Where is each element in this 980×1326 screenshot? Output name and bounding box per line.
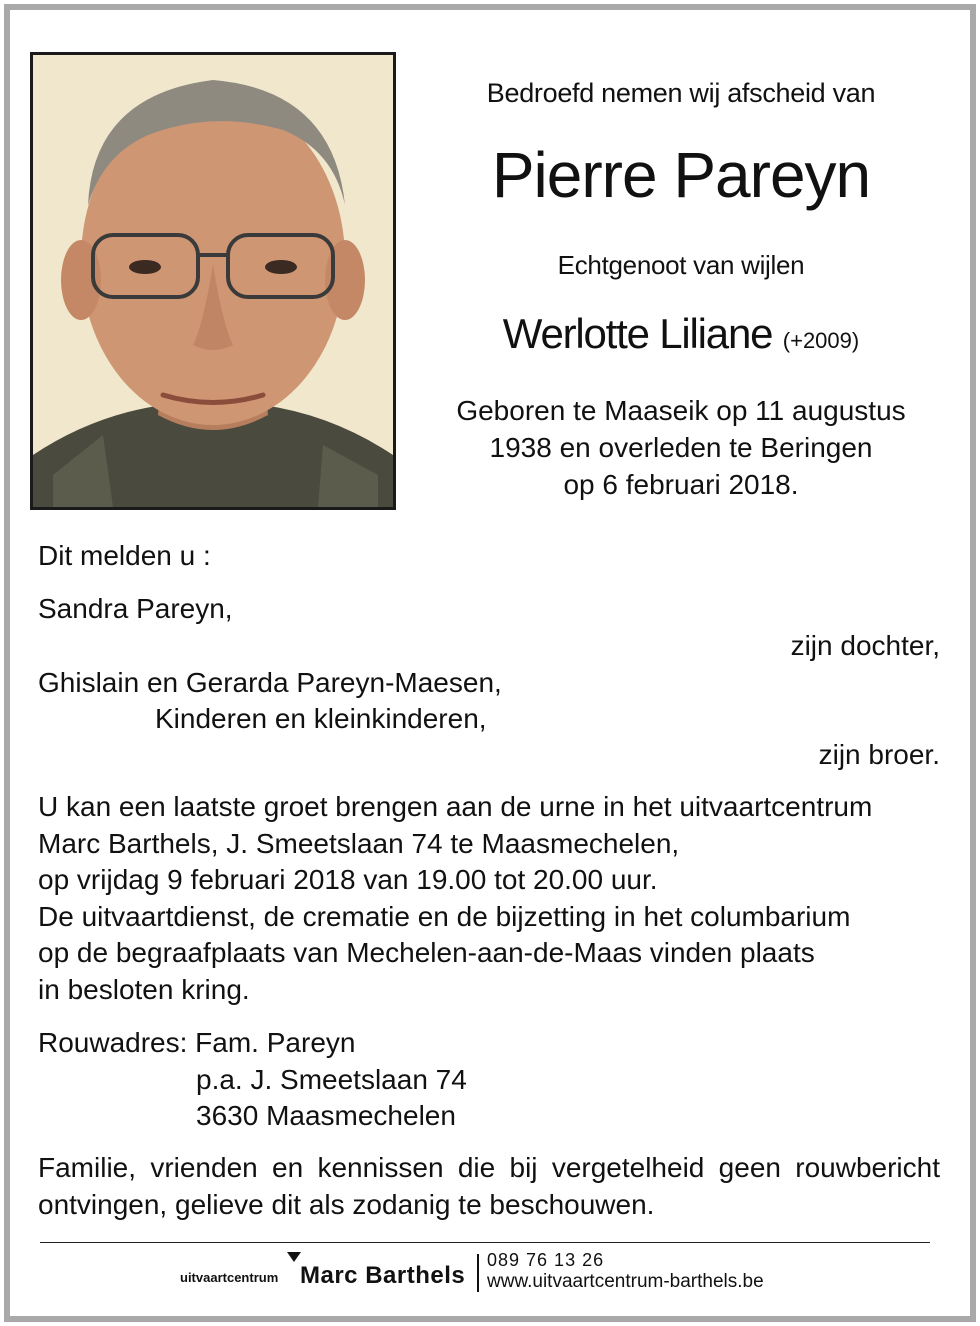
daughter-relation: zijn dochter, — [790, 630, 940, 661]
daughter-name: Sandra Pareyn, — [38, 593, 233, 624]
ceremony-line-4: De uitvaartdienst, de crematie en de bijzetting in het columbarium — [38, 901, 851, 932]
spouse-year: (+2009) — [782, 328, 860, 353]
address-street: p.a. J. Smeetslaan 74 — [196, 1064, 467, 1095]
brand-small-text: uitvaartcentrum — [180, 1270, 279, 1285]
portrait-photo — [30, 52, 396, 510]
brand-arrow-icon — [287, 1252, 301, 1262]
ceremony-line-1: U kan een laatste groet brengen aan de urne in het uitvaartcentrum — [38, 791, 873, 822]
intro-text: Bedroefd nemen wij afscheid van — [486, 78, 876, 108]
ceremony-line-6: in besloten kring. — [38, 974, 250, 1005]
footer-separator — [477, 1254, 479, 1292]
address-city: 3630 Maasmechelen — [196, 1100, 456, 1131]
deceased-name: Pierre Pareyn — [491, 139, 871, 211]
ceremony-line-3: op vrijdag 9 februari 2018 van 19.00 tot 20.00 uur. — [38, 864, 658, 895]
footer-phone: 089 76 13 26 — [487, 1250, 605, 1270]
spouse-name: Werlotte Liliane — [502, 310, 773, 357]
closing-line-2: ontvingen, gelieve dit als zodanig te beschouwen. — [38, 1189, 655, 1220]
address-label: Rouwadres: Fam. Pareyn — [38, 1027, 356, 1058]
ceremony-line-2: Marc Barthels, J. Smeetslaan 74 te Maasmechelen, — [38, 828, 680, 859]
birth-death-info — [396, 392, 966, 503]
birth-line-2: 1938 en overleden te Beringen — [489, 432, 873, 463]
closing-line-1: Familie, vrienden en kennissen die bij vergetelheid geen rouwbericht — [38, 1152, 940, 1183]
brother-name: Ghislain en Gerarda Pareyn-Maesen, — [38, 667, 502, 698]
footer-website: www.uitvaartcentrum-barthels.be — [487, 1271, 764, 1292]
brother-children: Kinderen en kleinkinderen, — [155, 703, 487, 734]
ceremony-line-5: op de begraafplaats van Mechelen-aan-de-Maas vinden plaats — [38, 937, 815, 968]
birth-line-1: Geboren te Maaseik op 11 augustus — [456, 395, 906, 426]
footer-divider — [40, 1242, 930, 1243]
brand-name: Marc Barthels — [300, 1262, 466, 1289]
brother-relation: zijn broer. — [818, 739, 940, 770]
spouse-intro: Echtgenoot van wijlen — [557, 250, 805, 280]
announce-intro: Dit melden u : — [38, 540, 211, 571]
birth-line-3: op 6 februari 2018. — [563, 469, 799, 500]
spouse-line — [396, 310, 966, 358]
